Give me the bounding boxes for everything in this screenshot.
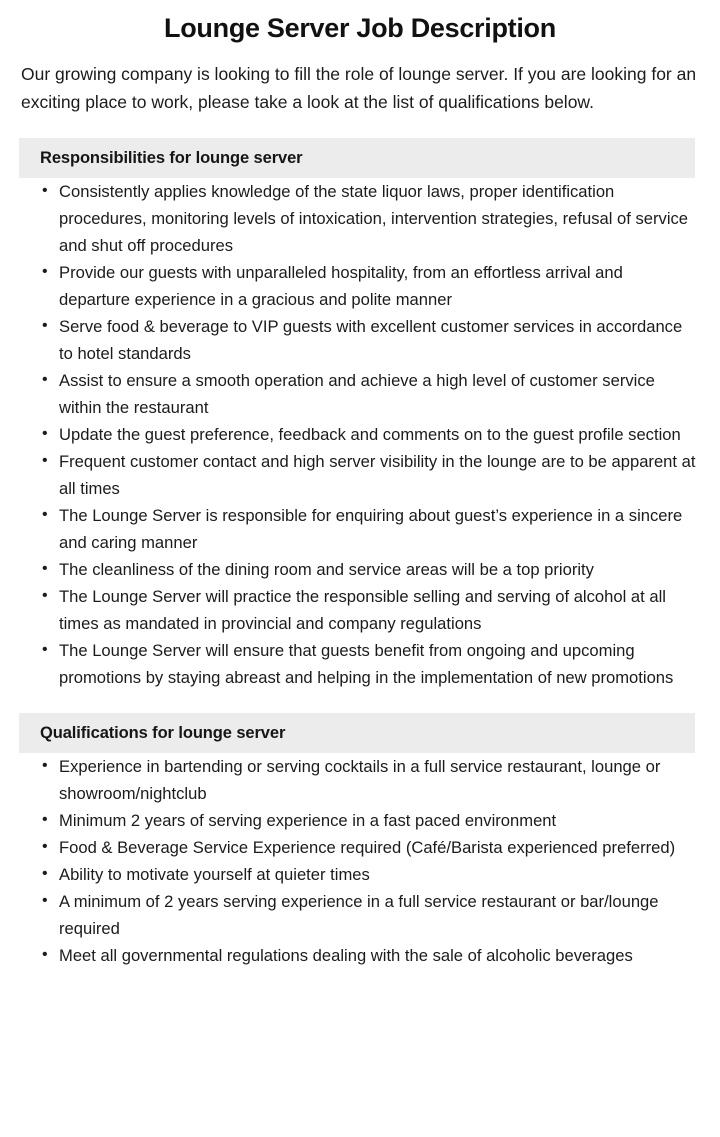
section-header-qualifications <box>19 713 695 753</box>
list-item: • Consistently applies knowledge of the state liquor laws, proper identification procedures, monitoring levels of intoxication, intervention strategies, refusal of service and shut off procedures <box>0 178 720 259</box>
list-item: • The Lounge Server will practice the responsible selling and serving of alcohol at all times as mandated in provincial and company regulations <box>0 583 720 637</box>
section-header-responsibilities <box>19 138 695 178</box>
section-heading-label: Responsibilities for lounge server <box>40 148 303 167</box>
section-responsibilities <box>0 138 720 691</box>
responsibilities-list <box>0 178 720 691</box>
list-item: • Experience in bartending or serving cocktails in a full service restaurant, lounge or showroom/nightclub <box>0 753 720 807</box>
list-item: • The Lounge Server will ensure that guests benefit from ongoing and upcoming promotions by staying abreast and helping in the implementation of new promotions <box>0 637 720 691</box>
section-heading-label: Qualifications for lounge server <box>40 723 286 742</box>
list-item: • A minimum of 2 years serving experience in a full service restaurant or bar/lounge required <box>0 888 720 942</box>
list-item: • Frequent customer contact and high server visibility in the lounge are to be apparent at all times <box>0 448 720 502</box>
list-item: • The cleanliness of the dining room and service areas will be a top priority <box>0 556 720 583</box>
list-item: • Meet all governmental regulations dealing with the sale of alcoholic beverages <box>0 942 720 969</box>
list-item: • Provide our guests with unparalleled hospitality, from an effortless arrival and departure experience in a gracious and polite manner <box>0 259 720 313</box>
section-qualifications <box>0 713 720 969</box>
list-item: • Food & Beverage Service Experience required (Café/Barista experienced preferred) <box>0 834 720 861</box>
page-title: Lounge Server Job Description <box>164 13 556 43</box>
list-item: • Serve food & beverage to VIP guests with excellent customer services in accordance to hotel standards <box>0 313 720 367</box>
qualifications-list <box>0 753 720 969</box>
bottom-spacer <box>0 969 720 993</box>
list-item: • Ability to motivate yourself at quieter times <box>0 861 720 888</box>
list-item: • Minimum 2 years of serving experience in a fast paced environment <box>0 807 720 834</box>
list-item: • Assist to ensure a smooth operation and achieve a high level of customer service within the restaurant <box>0 367 720 421</box>
list-item: • The Lounge Server is responsible for enquiring about guest’s experience in a sincere and caring manner <box>0 502 720 556</box>
list-item: • Update the guest preference, feedback and comments on to the guest profile section <box>0 421 720 448</box>
intro-paragraph: Our growing company is looking to fill the role of lounge server. If you are looking for an exciting place to work, please take a look at the list of qualifications below. <box>21 64 697 112</box>
